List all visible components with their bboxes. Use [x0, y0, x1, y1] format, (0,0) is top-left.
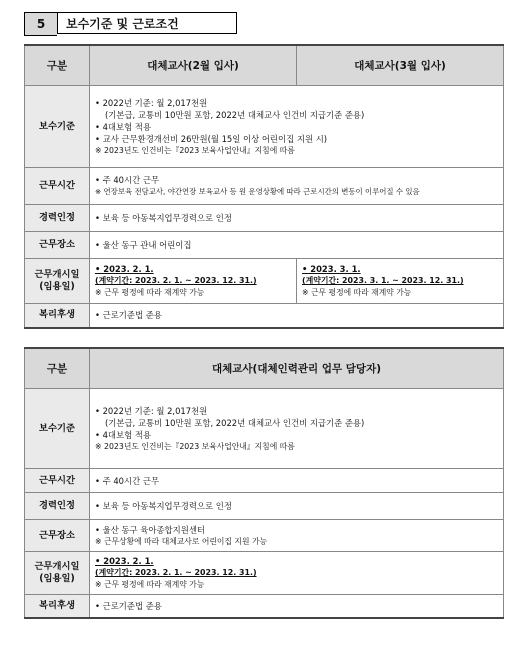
start-feb-content	[90, 259, 297, 304]
welfare-content: • 근로기준법 준용	[90, 595, 504, 618]
section-title: 보수기준 및 근로조건	[57, 12, 237, 34]
renewal-note: ※ 근무 평정에 따라 재계약 가능	[95, 288, 205, 297]
pay-content	[90, 389, 504, 469]
row-label-place: 근무장소	[25, 520, 90, 552]
start-label-1: 근무개시일	[34, 561, 80, 572]
hours-line: • 주 40시간 근무	[95, 175, 160, 185]
place-line: • 울산 동구 육아종합지원센터	[95, 524, 206, 535]
row-label-welfare: 복리후생	[25, 595, 90, 618]
row-label-hours: 근무시간	[25, 469, 90, 493]
pay-line: • 4대보험 적용	[95, 429, 152, 440]
start-label-2: (임용일)	[39, 573, 75, 584]
row-label-place: 근무장소	[25, 232, 90, 259]
pay-line: • 교사 근무환경개선비 26만원(월 15일 이상 어린이집 지원 시)	[95, 133, 328, 144]
place-content	[90, 520, 504, 552]
contract-period: (계약기간: 2023. 2. 1. ~ 2023. 12. 31.)	[95, 276, 257, 285]
start-date: • 2023. 2. 1.	[95, 264, 154, 274]
hours-content: • 주 40시간 근무	[90, 469, 504, 493]
header-category: 구분	[25, 45, 90, 86]
section-header	[24, 12, 237, 36]
row-label-start	[25, 259, 90, 304]
table-management-substitute	[24, 347, 504, 619]
hours-note: ※ 연장보육 전담교사, 야간연장 보육교사 등 원 운영상황에 따라 근로시간의 변동이 이루어질 수 있음	[95, 187, 420, 196]
header-management-role: 대체교사(대체인력관리 업무 담당자)	[90, 348, 504, 389]
row-label-pay: 보수기준	[25, 389, 90, 469]
start-date: • 2023. 3. 1.	[302, 264, 361, 274]
pay-line: (기본급, 교통비 10만원 포함, 2022년 대체교사 인건비 지급기준 준용)	[105, 109, 365, 120]
header-mar-hire: 대체교사(3월 입사)	[297, 45, 504, 86]
header-category: 구분	[25, 348, 90, 389]
header-feb-hire: 대체교사(2월 입사)	[90, 45, 297, 86]
pay-line: • 2022년 기준: 월 2,017천원	[95, 405, 208, 416]
career-content: • 보육 등 아동복지업무경력으로 인정	[90, 205, 504, 232]
career-content: • 보육 등 아동복지업무경력으로 인정	[90, 493, 504, 520]
pay-note: ※ 2023년도 인건비는『2023 보육사업안내』지침에 따름	[95, 441, 295, 451]
start-mar-content	[297, 259, 504, 304]
row-label-career: 경력인정	[25, 493, 90, 520]
welfare-content: • 근로기준법 준용	[90, 304, 504, 328]
contract-period: (계약기간: 2023. 3. 1. ~ 2023. 12. 31.)	[302, 276, 464, 285]
pay-line: • 2022년 기준: 월 2,017천원	[95, 97, 208, 108]
section-number: 5	[24, 12, 57, 36]
start-date: • 2023. 2. 1.	[95, 556, 154, 566]
start-content	[90, 552, 504, 595]
row-label-hours: 근무시간	[25, 168, 90, 205]
contract-period: (계약기간: 2023. 2. 1. ~ 2023. 12. 31.)	[95, 568, 257, 577]
pay-line: • 4대보험 적용	[95, 121, 152, 132]
renewal-note: ※ 근무 평정에 따라 재계약 가능	[95, 580, 205, 589]
place-note: ※ 근무상황에 따라 대체교사로 어린이집 지원 가능	[95, 536, 268, 546]
pay-content	[90, 86, 504, 168]
row-label-welfare: 복리후생	[25, 304, 90, 328]
renewal-note: ※ 근무 평정에 따라 재계약 가능	[302, 288, 412, 297]
pay-note: ※ 2023년도 인건비는『2023 보육사업안내』지침에 따름	[95, 145, 295, 155]
start-label-1: 근무개시일	[34, 269, 80, 280]
table-feb-mar-substitute	[24, 44, 504, 329]
start-label-2: (임용일)	[39, 281, 75, 292]
place-content: • 울산 동구 관내 어린이집	[90, 232, 504, 259]
hours-content	[90, 168, 504, 205]
row-label-pay: 보수기준	[25, 86, 90, 168]
row-label-start	[25, 552, 90, 595]
pay-line: (기본급, 교통비 10만원 포함, 2022년 대체교사 인건비 지급기준 준용)	[105, 417, 365, 428]
row-label-career: 경력인정	[25, 205, 90, 232]
